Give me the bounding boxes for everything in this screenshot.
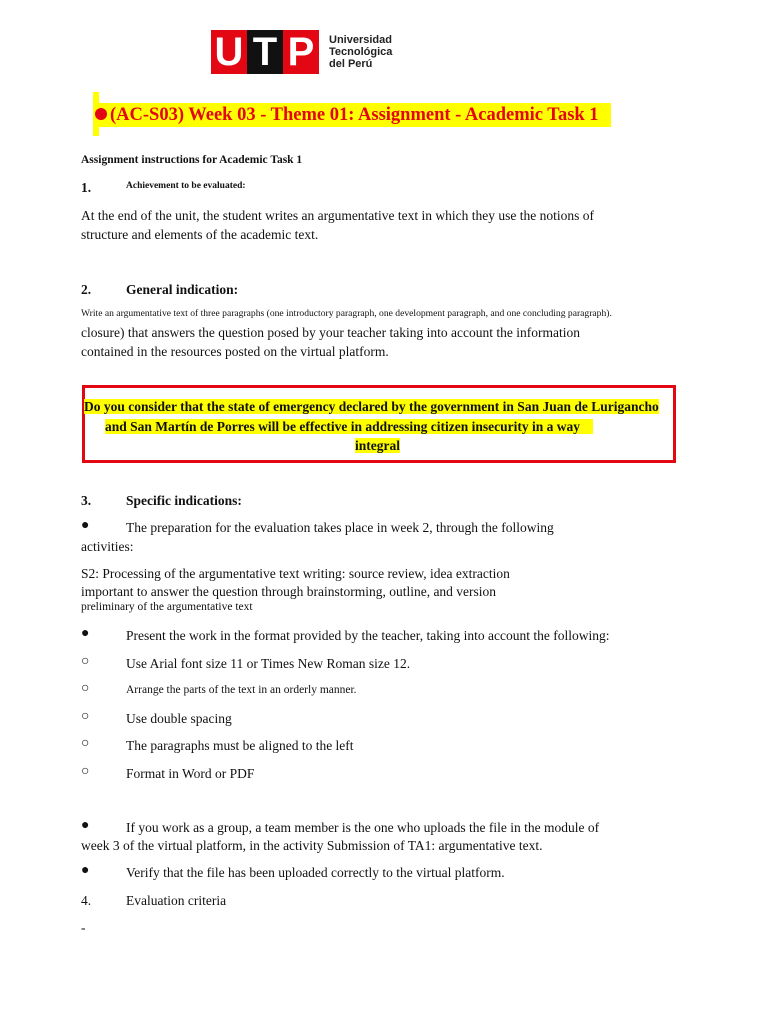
question-line3: integral xyxy=(355,438,400,453)
page-title: (AC-S03) Week 03 - Theme 01: Assignment - Academic Task 1 xyxy=(95,103,611,127)
bullet-icon: ● xyxy=(81,818,90,833)
logo-letter-p: P xyxy=(283,30,319,74)
section2-number: 2. xyxy=(81,282,92,297)
s2-line1: S2: Processing of the argumentative text writing: source review, idea extraction xyxy=(81,566,510,581)
logo-letter-u: U xyxy=(211,30,247,74)
subitem-spacing: Use double spacing xyxy=(126,711,232,726)
group-line1: If you work as a group, a team member is the one who uploads the file in the module of xyxy=(126,820,600,835)
verify-line: Verify that the file has been uploaded correctly to the virtual platform. xyxy=(126,865,505,880)
subitem-align: The paragraphs must be aligned to the left xyxy=(126,738,354,753)
s2-small-line: preliminary of the argumentative text xyxy=(81,601,253,613)
sub-bullet-icon: ○ xyxy=(81,709,90,724)
sub-bullet-icon: ○ xyxy=(81,736,90,751)
present-line: Present the work in the format provided by the teacher, taking into account the following: xyxy=(126,628,610,643)
sub-bullet-icon: ○ xyxy=(81,681,90,696)
section1-number: 1. xyxy=(81,180,92,195)
bullet-icon: ● xyxy=(81,518,90,533)
question-line1: Do you consider that the state of emergency declared by the government in San Juan de Lurigancho xyxy=(84,399,659,414)
section1-body-line1: At the end of the unit, the student writes an argumentative text in which they use the notions of xyxy=(81,208,595,223)
subitem-format: Format in Word or PDF xyxy=(126,766,255,781)
utp-logo xyxy=(211,30,392,74)
logo-university-name: Universidad Tecnológica del Perú xyxy=(329,34,393,70)
section2-body-line2: contained in the resources posted on the virtual platform. xyxy=(81,344,389,359)
prep-line1: The preparation for the evaluation takes place in week 2, through the following xyxy=(126,520,554,535)
section3-number: 3. xyxy=(81,493,92,508)
bullet-icon: ● xyxy=(81,626,90,641)
section2-label: General indication: xyxy=(126,282,239,297)
question-line2: and San Martín de Porres will be effective in addressing citizen insecurity in a way xyxy=(105,417,593,436)
sub-bullet-icon: ○ xyxy=(81,764,90,779)
section1-label: Achievement to be evaluated: xyxy=(126,181,246,191)
prep-line2: activities: xyxy=(81,539,134,554)
section3-label: Specific indications: xyxy=(126,493,242,508)
bullet-icon: ● xyxy=(81,863,90,878)
group-line2: week 3 of the virtual platform, in the activity Submission of TA1: argumentative text. xyxy=(81,838,543,853)
subitem-font: Use Arial font size 11 or Times New Roman size 12. xyxy=(126,656,411,671)
section1-body-line2: structure and elements of the academic text. xyxy=(81,227,319,242)
sub-bullet-icon: ○ xyxy=(81,654,90,669)
section2-body-line1: closure) that answers the question posed by your teacher taking into account the information xyxy=(81,325,580,340)
section4-number: 4. xyxy=(81,893,92,908)
bullet-dot-icon xyxy=(95,108,107,120)
section4-label: Evaluation criteria xyxy=(126,893,227,908)
logo-letter-t: T xyxy=(247,30,283,74)
instructions-heading: Assignment instructions for Academic Task 1 xyxy=(81,154,303,166)
trailing-dash: - xyxy=(81,920,86,935)
section2-small-line: Write an argumentative text of three paragraphs (one introductory paragraph, one development paragraph, and one concluding paragraph). xyxy=(81,308,612,319)
s2-line2: important to answer the question through brainstorming, outline, and version xyxy=(81,584,497,599)
subitem-order: Arrange the parts of the text in an orderly manner. xyxy=(126,684,357,696)
